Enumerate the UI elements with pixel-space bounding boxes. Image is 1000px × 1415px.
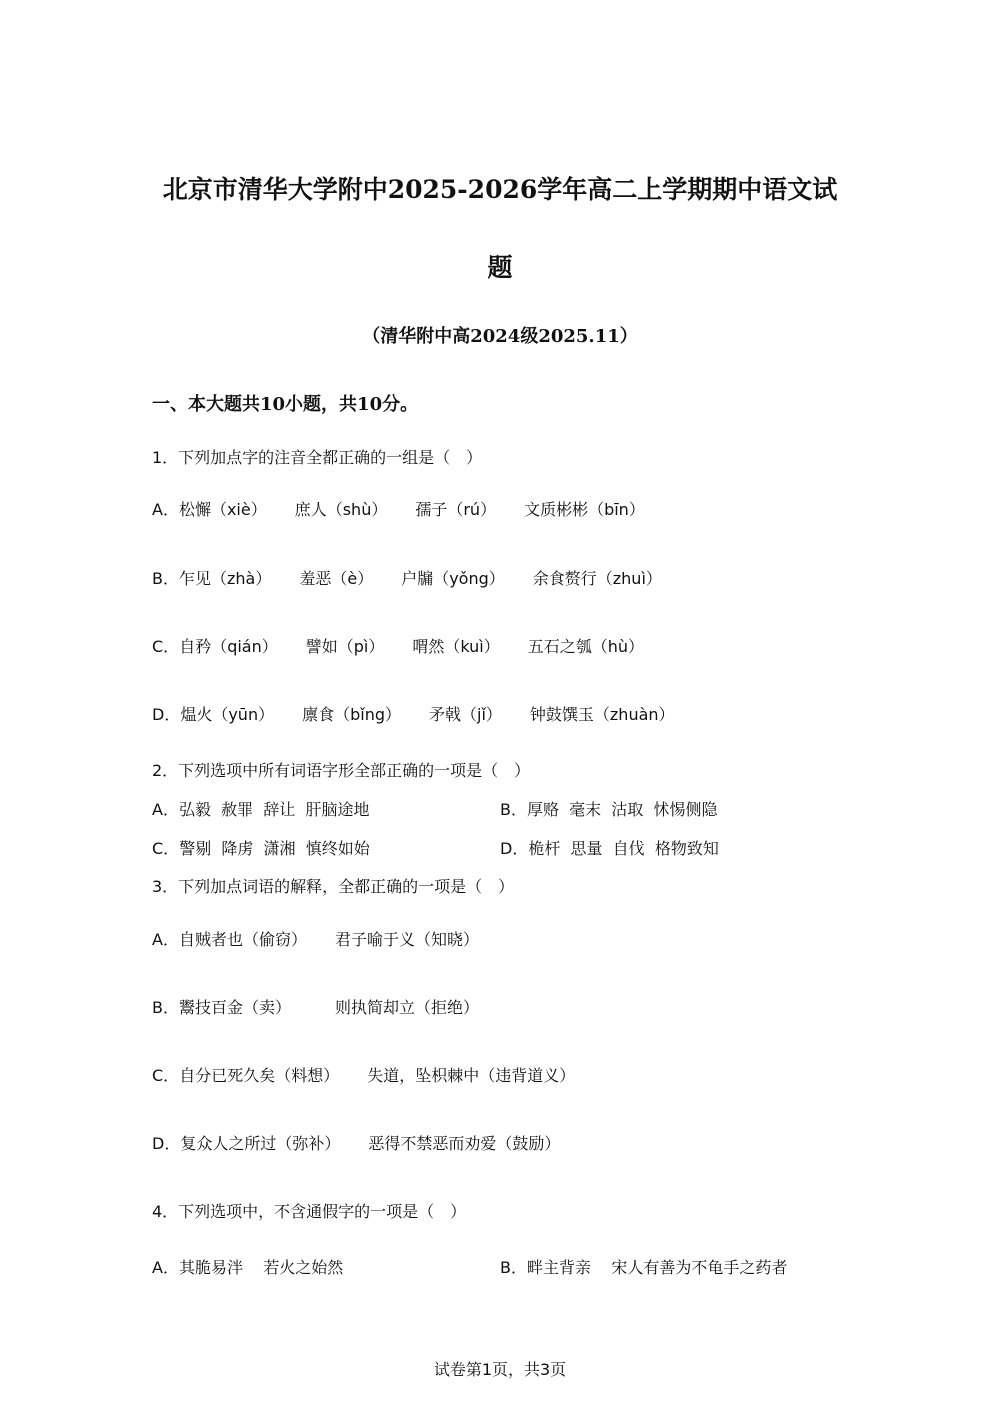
question-2-stem: 2．下列选项中所有词语字形全部正确的一项是（ ） [152, 761, 531, 780]
option-label: C． [152, 637, 180, 656]
option-label: D． [152, 705, 181, 724]
option-item: 君子喻于义（知晓） [334, 930, 479, 949]
option-item: 钟鼓馔玉（zhuàn） [529, 705, 675, 724]
option-item: 乍见（zhà） [178, 569, 272, 588]
page-footer: 试卷第1页，共3页 [433, 1360, 567, 1379]
q1-option-b [152, 566, 662, 589]
doc-title-continued: 题 [487, 253, 513, 282]
option-label: C． [152, 1066, 180, 1085]
option-item: 则执简却立（拒绝） [335, 998, 480, 1017]
option-text: 厚赂 毫末 沽取 怵惕侧隐 [526, 800, 718, 819]
option-item: 文质彬彬（bīn） [524, 500, 645, 519]
option-label: B． [500, 1258, 527, 1277]
option-label: A． [152, 930, 179, 949]
option-item: 余食赘行（zhuì） [532, 569, 662, 588]
option-label: D． [500, 839, 529, 858]
option-label: B． [500, 800, 527, 819]
option-text: 弘毅 赦罪 辞让 肝脑途地 [178, 800, 370, 819]
option-label: A． [152, 800, 179, 819]
option-item: 五石之瓠（hù） [527, 637, 645, 656]
q3-option-b [152, 995, 479, 1018]
option-item: 庶人（shù） [294, 500, 388, 519]
option-label: B． [152, 998, 179, 1017]
option-item: 矛戟（jǐ） [429, 705, 502, 724]
q1-option-c [152, 634, 644, 657]
option-item: 自分已死久矣（料想） [179, 1066, 340, 1085]
option-text: 桅杆 思量 自伐 格物致知 [528, 839, 719, 858]
q2-option-a [152, 797, 369, 820]
q3-option-c [152, 1063, 575, 1086]
q1-option-d [152, 702, 675, 725]
option-item: 煴火（yūn） [180, 705, 275, 724]
option-item: 户牖（yǒng） [401, 569, 505, 588]
option-item: 鬻技百金（卖） [178, 998, 291, 1017]
q1-option-a [152, 497, 645, 520]
q2-option-c [152, 836, 370, 859]
q2-option-d [500, 836, 719, 859]
doc-title: 北京市清华大学附中2025-2026学年高二上学期期中语文试 [162, 175, 838, 204]
question-4-stem: 4．下列选项中，不含通假字的一项是（ ） [152, 1202, 467, 1221]
option-item: 羞恶（è） [299, 569, 374, 588]
q4-option-a [152, 1255, 343, 1278]
option-text: 畔主背亲 宋人有善为不龟手之药者 [526, 1258, 788, 1277]
option-item: 自矜（qián） [179, 637, 278, 656]
question-1-stem: 1．下列加点字的注音全都正确的一组是（ ） [152, 448, 483, 467]
doc-subtitle: （清华附中高2024级2025.11） [362, 326, 638, 347]
option-item: 失道，坠枳棘中（违背道义） [367, 1066, 576, 1085]
option-text: 其脆易泮 若火之始然 [178, 1258, 344, 1277]
option-item: 复众人之所过（弥补） [180, 1134, 341, 1153]
option-item: 松懈（xiè） [178, 500, 267, 519]
q2-option-b [500, 797, 718, 820]
option-item: 喟然（kuì） [412, 637, 500, 656]
q4-option-b [500, 1255, 787, 1278]
option-item: 廪食（bǐng） [302, 705, 401, 724]
option-label: A． [152, 500, 179, 519]
option-label: A． [152, 1258, 179, 1277]
option-label: B． [152, 569, 179, 588]
q3-option-a [152, 927, 479, 950]
option-item: 孺子（rú） [415, 500, 497, 519]
q3-option-d [152, 1131, 560, 1154]
option-item: 自贼者也（偷窃） [178, 930, 307, 949]
option-label: C． [152, 839, 180, 858]
section-heading: 一、本大题共10小题，共10分。 [152, 394, 419, 415]
option-label: D． [152, 1134, 181, 1153]
option-item: 譬如（pì） [305, 637, 385, 656]
option-text: 警剔 降虏 潇湘 慎终如始 [179, 839, 370, 858]
option-item: 恶得不禁恶而劝爱（鼓励） [368, 1134, 561, 1153]
question-3-stem: 3．下列加点词语的解释，全都正确的一项是（ ） [152, 877, 515, 896]
